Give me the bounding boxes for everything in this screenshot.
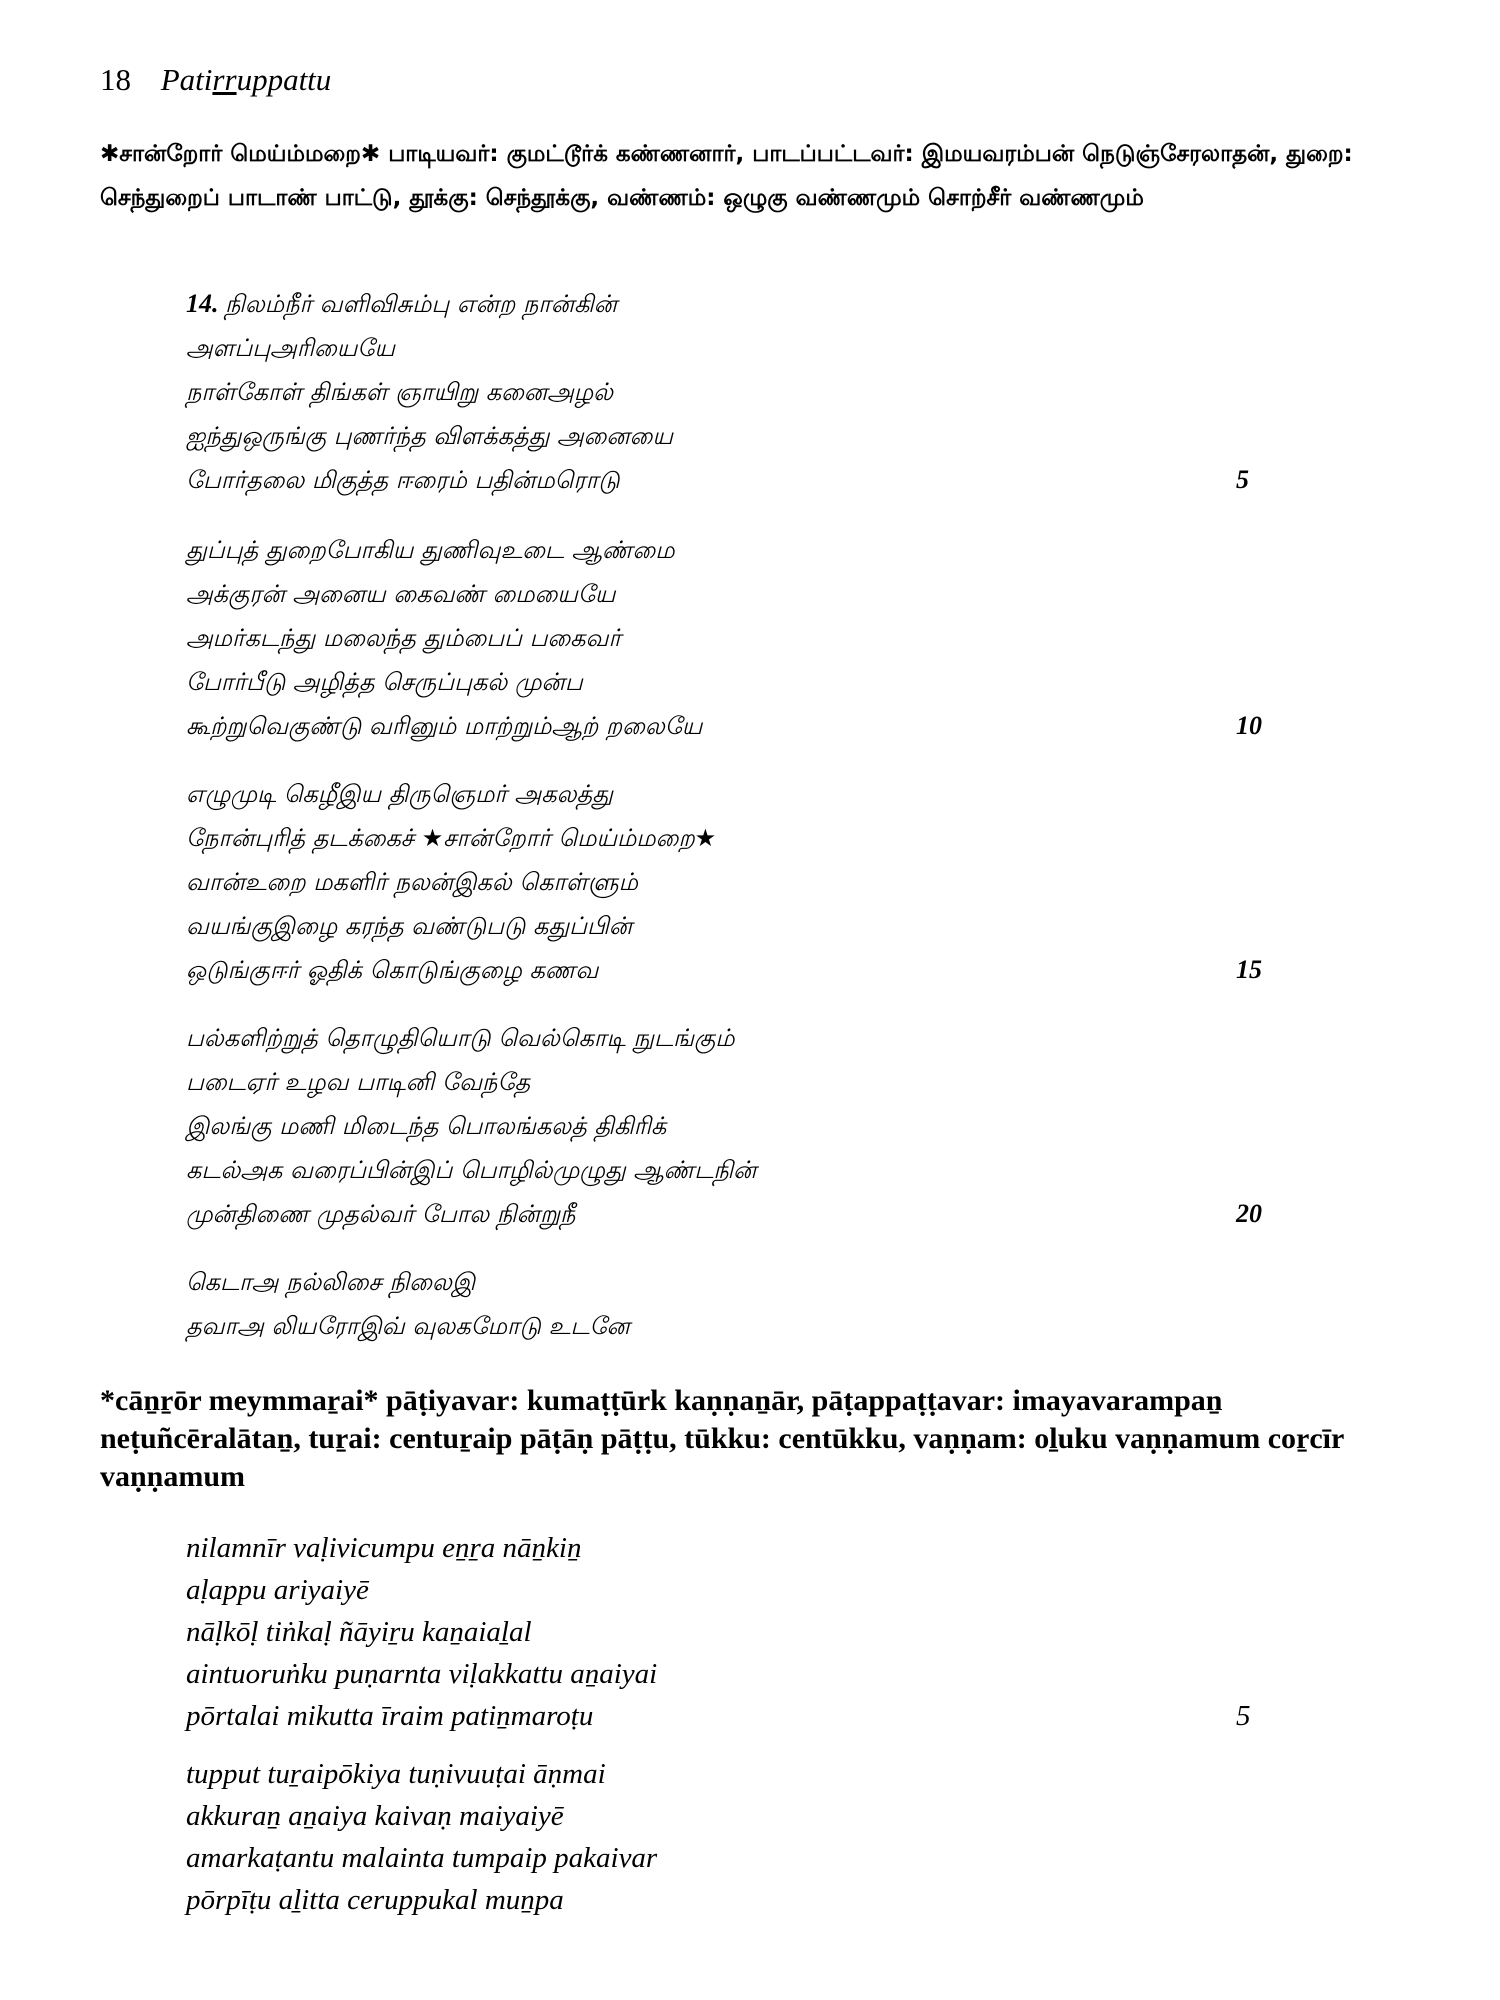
verse-line — [186, 1569, 1336, 1611]
verse-line — [186, 1104, 1336, 1148]
verse-line — [186, 704, 1336, 748]
verse-line-text: படைஏர் உழவ பாடினி வேந்தே — [186, 1068, 531, 1096]
verse-line — [186, 528, 1336, 572]
verse-line-text: ஒடுங்குஈர் ஓதிக் கொடுங்குழை கணவ — [186, 956, 599, 984]
verse-number: 14. — [186, 289, 225, 318]
verse-line-text: amarkaṭantu malainta tumpaip pakaivar — [186, 1842, 658, 1874]
verse-line-text: கெடாஅ நல்லிசை நிலைஇ — [186, 1268, 476, 1296]
verse-line-text: akkuraṉ aṉaiya kaivaṇ maiyaiyē — [186, 1800, 564, 1832]
verse-line — [186, 1016, 1336, 1060]
verse-line-text: pōrpīṭu aḻitta ceruppukal muṉpa — [186, 1884, 564, 1916]
verse-stanza — [186, 282, 1336, 502]
tamil-colophon: ✱சான்றோர் மெய்ம்மறை✱ பாடியவர்: குமட்டூர்க் கண்ணனார், பாடப்பட்டவர்: இமயவரம்பன் நெடுஞ்சேரலாதன், துறை: செந்துறைப் பாடாண் பாட்டு, தூக்கு: செந்தூக்கு, வண்ணம்: ஒழுகு வண்ணமும் சொற்சீர் வண்ணமும் — [100, 141, 1353, 211]
page-number: 18 — [100, 62, 131, 97]
verse-line-text: கடல்அக வரைப்பின்இப் பொழில்முழுது ஆண்டநின் — [186, 1156, 757, 1184]
verse-line-text: அளப்புஅரியையே — [186, 334, 395, 362]
verse-line — [186, 1837, 1336, 1879]
verse-line-text: அக்குரன் அனைய கைவண் மையையே — [186, 580, 616, 608]
line-number: 20 — [1236, 1199, 1262, 1228]
verse-line-text: முன்திணை முதல்வர் போல நின்றுநீ — [186, 1200, 576, 1228]
verse-line-text: பல்களிற்றுத் தொழுதியொடு வெல்கொடி நுடங்கும் — [186, 1024, 735, 1052]
verse-line — [186, 414, 1336, 458]
verse-line — [186, 1527, 1336, 1569]
verse-line-text: அமர்கடந்து மலைந்த தும்பைப் பகைவர் — [186, 624, 622, 652]
verse-line — [186, 1653, 1336, 1695]
verse-line — [186, 1148, 1336, 1192]
verse-line — [186, 1879, 1336, 1921]
verse-line-text: நோன்புரித் தடக்கைச் ★சான்றோர் மெய்ம்மறை★ — [186, 824, 717, 852]
verse-line — [186, 1060, 1336, 1104]
line-number: 10 — [1236, 711, 1262, 740]
book-title: Patirruppattu — [160, 62, 332, 97]
verse-line — [186, 1260, 1336, 1304]
verse-stanza — [186, 1260, 1336, 1348]
verse-stanza — [186, 528, 1336, 748]
verse-stanza — [186, 1016, 1336, 1236]
verse-line — [186, 1795, 1336, 1837]
verse-line — [186, 1192, 1336, 1236]
verse-line-text: வான்உறை மகளிர் நலன்இகல் கொள்ளும் — [186, 868, 638, 896]
verse-line-text: nāḷkōḷ tiṅkaḷ ñāyiṟu kaṉaiaḻal — [186, 1616, 532, 1648]
transliteration-colophon: *cāṉṟōr meymmaṟai* pāṭiyavar: kumaṭṭūrk kaṇṇaṉār, pāṭappaṭṭavar: imayavarampaṉ neṭuñcēralātaṉ, tuṟai: centuṟaip pāṭāṇ pāṭṭu, tūkku: centūkku, vaṇṇam: oḻuku vaṇṇamum coṟcīr vaṇṇamum — [100, 1384, 1344, 1493]
verse-line — [186, 660, 1336, 704]
verse-line — [186, 1611, 1336, 1653]
line-number: 5 — [1236, 1700, 1251, 1732]
verse-line — [186, 282, 1336, 326]
verse-line — [186, 1695, 1336, 1737]
verse-line-text: இலங்கு மணி மிடைந்த பொலங்கலத் திகிரிக் — [186, 1112, 667, 1140]
verse-line-text: நிலம்நீர் வளிவிசும்பு என்ற நான்கின் — [225, 290, 618, 318]
verse-line-text: pōrtalai mikutta īraim patiṉmaroṭu — [186, 1700, 594, 1732]
verse-line — [186, 616, 1336, 660]
verse-line — [186, 1753, 1336, 1795]
verse-stanza — [186, 772, 1336, 992]
verse-line — [186, 816, 1336, 860]
verse-line-text: எழுமுடி கெழீஇய திருஞெமர் அகலத்து — [186, 780, 613, 808]
verse-line-text: tupput tuṟaipōkiya tuṇivuuṭai āṇmai — [186, 1758, 606, 1790]
verse-line-text: தவாஅ லியரோஇவ் வுலகமோடு உடனே — [186, 1312, 630, 1340]
verse-line-text: ஐந்துஒருங்கு புணர்ந்த விளக்கத்து அனையை — [186, 422, 673, 450]
verse-line-text: கூற்றுவெகுண்டு வரினும் மாற்றும்ஆற் றலையே — [186, 712, 703, 740]
verse-line — [186, 948, 1336, 992]
verse-line-text: போர்தலை மிகுத்த ஈரைம் பதின்மரொடு — [186, 466, 620, 494]
verse-line-text: aḷappu ariyaiyē — [186, 1574, 369, 1606]
verse-line — [186, 326, 1336, 370]
verse-stanza — [186, 1753, 1336, 1921]
line-number: 15 — [1236, 955, 1262, 984]
verse-line — [186, 458, 1336, 502]
verse-line — [186, 904, 1336, 948]
verse-line — [186, 572, 1336, 616]
verse-line — [186, 1304, 1336, 1348]
verse-line-text: aintuoruṅku puṇarnta viḷakkattu aṉaiyai — [186, 1658, 658, 1690]
verse-line — [186, 370, 1336, 414]
verse-line-text: போர்பீடு அழித்த செருப்புகல் முன்ப — [186, 668, 583, 696]
verse-line-text: துப்புத் துறைபோகிய துணிவுஉடை ஆண்மை — [186, 536, 675, 564]
verse-line-text: வயங்குஇழை கரந்த வண்டுபடு கதுப்பின் — [186, 912, 633, 940]
running-head — [100, 62, 331, 98]
verse-line-text: நாள்கோள் திங்கள் ஞாயிறு கனைஅழல் — [186, 378, 614, 406]
line-number: 5 — [1236, 465, 1249, 494]
verse-line — [186, 772, 1336, 816]
verse-stanza — [186, 1527, 1336, 1737]
verse-line-text: nilamnīr vaḷivicumpu eṉṟa nāṉkiṉ — [186, 1532, 582, 1564]
verse-line — [186, 860, 1336, 904]
